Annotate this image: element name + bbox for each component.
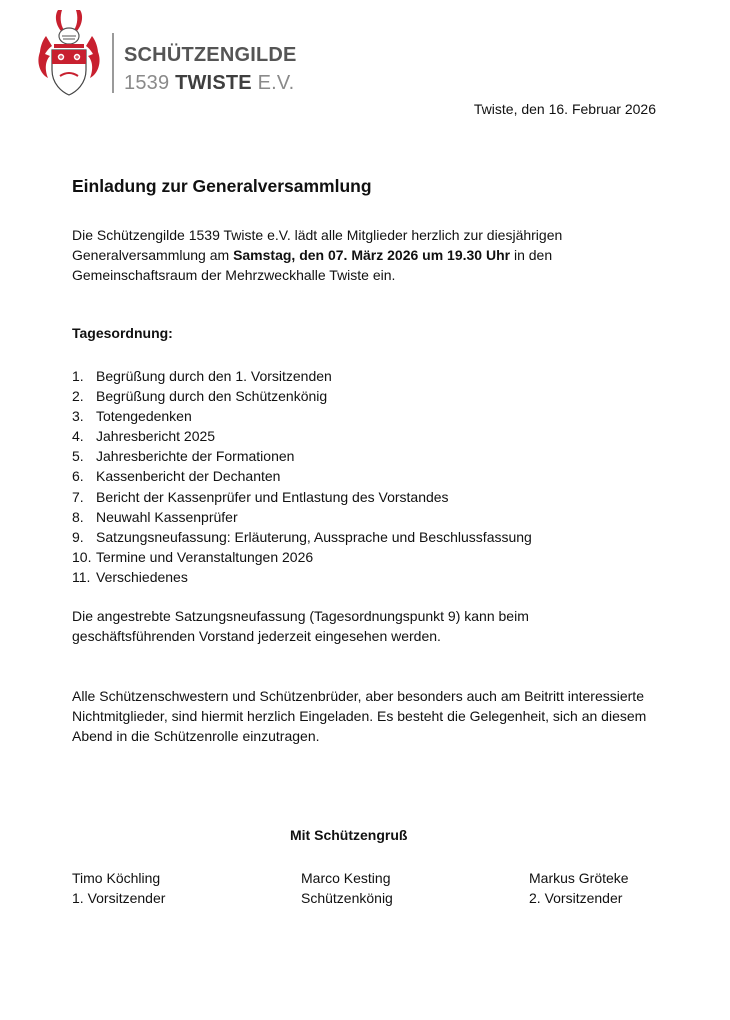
bylaws-note — [72, 606, 552, 646]
agenda-item-number: 7. — [72, 488, 84, 505]
agenda-item-text: Jahresberichte der Formationen — [96, 448, 295, 465]
agenda-item-text: Neuwahl Kassenprüfer — [96, 508, 238, 525]
logo-divider — [112, 33, 114, 93]
invitation-paragraph — [72, 686, 672, 746]
agenda-item-number: 4. — [72, 428, 84, 445]
agenda-item-text: Begrüßung durch den Schützenkönig — [96, 388, 328, 405]
agenda-item-number: 10. — [72, 548, 92, 565]
agenda-item-number: 8. — [72, 508, 84, 525]
agenda-item — [72, 446, 532, 466]
agenda-item-text: Jahresbericht 2025 — [96, 428, 216, 445]
org-name-line2 — [124, 72, 294, 95]
agenda-item — [72, 567, 532, 587]
invitation-text: Alle Schützenschwestern und Schützenbrüder, aber besonders auch am Beitritt interessierte Nichtmitglieder, sind hiermit herzlich Eingeladen. Es besteht die Gelegenheit, sich an diesem Abend in die Schützenrolle einzutragen. — [72, 688, 647, 744]
org-founding-year: 1539 — [124, 72, 170, 94]
coat-of-arms-logo — [36, 6, 102, 98]
signer-name: Marco Kesting — [301, 870, 391, 886]
signer-name: Timo Köchling — [72, 870, 161, 886]
signer-role: 1. Vorsitzender — [72, 890, 166, 906]
signer-role: Schützenkönig — [301, 890, 393, 906]
agenda-item — [72, 527, 532, 547]
closing-greeting: Mit Schützengruß — [290, 827, 408, 843]
signer-block — [72, 868, 165, 908]
agenda-item — [72, 466, 532, 486]
agenda-item — [72, 386, 532, 406]
agenda-item-text: Verschiedenes — [96, 568, 188, 585]
agenda-item — [72, 406, 532, 426]
agenda-item-text: Totengedenken — [96, 408, 192, 425]
org-legal-suffix: E.V. — [257, 72, 295, 94]
intro-text-2: in den Gemeinschaftsraum der Mehrzweckhalle Twiste ein. — [72, 247, 553, 283]
agenda-item — [72, 366, 532, 386]
document-title: Einladung zur Generalversammlung — [72, 176, 372, 196]
agenda-item-number: 6. — [72, 468, 84, 485]
agenda-item-number: 1. — [72, 368, 84, 384]
signer-role: 2. Vorsitzender — [529, 890, 623, 906]
signer-name: Markus Gröteke — [529, 870, 629, 886]
org-town: TWISTE — [175, 72, 252, 94]
signer-block — [529, 868, 629, 908]
org-name-line1: SCHÜTZENGILDE — [124, 44, 297, 66]
agenda-item — [72, 487, 532, 507]
agenda-item-text: Satzungsneufassung: Erläuterung, Aussprache und Beschlussfassung — [96, 528, 532, 545]
agenda-item-number: 3. — [72, 408, 84, 425]
agenda-item-number: 5. — [72, 448, 84, 465]
signer-block — [301, 868, 393, 908]
agenda-item-number: 9. — [72, 528, 84, 545]
agenda-heading: Tagesordnung: — [72, 325, 173, 341]
agenda-item-text: Begrüßung durch den 1. Vorsitzenden — [96, 368, 332, 384]
agenda-list — [72, 366, 532, 587]
meeting-date: Samstag, den 07. März 2026 um 19.30 Uhr — [233, 247, 511, 263]
intro-paragraph — [72, 225, 592, 285]
agenda-item-number: 11. — [72, 568, 91, 585]
agenda-item-number: 2. — [72, 388, 84, 405]
agenda-item — [72, 426, 532, 446]
agenda-item — [72, 507, 532, 527]
agenda-item-text: Bericht der Kassenprüfer und Entlastung des Vorstandes — [96, 488, 449, 505]
date-line: Twiste, den 16. Februar 2026 — [473, 101, 656, 117]
agenda-item-text: Termine und Veranstaltungen 2026 — [96, 548, 314, 565]
agenda-item — [72, 547, 532, 567]
bylaws-note-text: Die angestrebte Satzungsneufassung (Tagesordnungspunkt 9) kann beim geschäftsführenden Vorstand jederzeit eingesehen werden. — [72, 608, 529, 644]
intro-text-1: Die Schützengilde 1539 Twiste e.V. lädt alle Mitglieder herzlich zur diesjährigen Generalversammlung am — [72, 227, 563, 263]
agenda-item-text: Kassenbericht der Dechanten — [96, 468, 281, 485]
